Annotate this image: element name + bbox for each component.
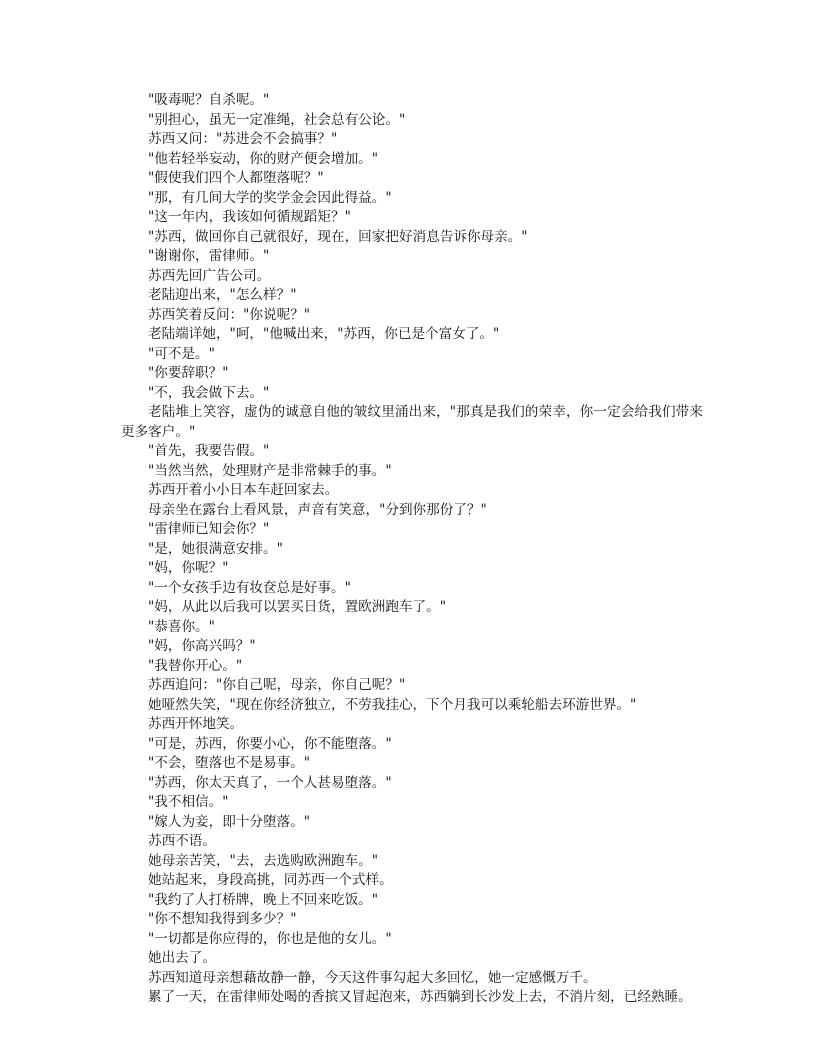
paragraph: 她哑然失笑，"现在你经济独立，不劳我挂心，下个月我可以乘轮船去环游世界。" [148, 696, 637, 713]
paragraph: 累了一天，在雷律师处喝的香摈又冒起泡来，苏西躺到长沙发上去，不消片刻，已经熟睡。 [148, 989, 692, 1005]
paragraph: "雷律师已知会你？" [148, 521, 270, 537]
paragraph: "一个女孩手边有妆奁总是好事。" [148, 579, 351, 596]
paragraph: "谢谢你，雷律师。" [148, 248, 270, 264]
paragraph: 她母亲苦笑，"去，去选购欧洲跑车。" [148, 852, 379, 869]
paragraph: "别担心，虽无一定准绳，社会总有公论。" [148, 111, 406, 128]
paragraph: 苏西开怀地笑。 [148, 716, 244, 732]
paragraph: 母亲坐在露台上看风景，声音有笑意，"分到你那份了？" [148, 501, 487, 518]
paragraph: "可是，苏西，你要小心，你不能堕落。" [148, 735, 392, 752]
paragraph: "嫁人为妾，即十分堕落。" [148, 813, 311, 830]
paragraph: "你不想知我得到多少？" [148, 911, 297, 927]
paragraph: "我替你开心。" [148, 657, 243, 674]
paragraph: "他若轻举妄动，你的财产便会增加。" [148, 150, 379, 167]
paragraph: "假使我们四个人都堕落呢？" [148, 170, 324, 186]
paragraph: "吸毒呢？自杀呢。" [148, 92, 270, 108]
paragraph: "我不相信。" [148, 794, 229, 810]
paragraph: 苏西追问："你自己呢，母亲，你自己呢？" [148, 677, 406, 693]
paragraph: "妈，你高兴吗？" [148, 638, 256, 654]
paragraph: 苏西先回广告公司。 [148, 267, 271, 284]
paragraph: 她出去了。 [148, 950, 216, 966]
paragraph: 老陆端详她，"呵，"他喊出来，"苏西，你已是个富女了。" [148, 326, 500, 342]
paragraph: 苏西知道母亲想藉故静一静，今天这件事勾起大多回忆，她一定感慨万千。 [148, 969, 597, 986]
body-text [121, 91, 703, 1008]
paragraph: 苏西又问："苏进会不会搞事？" [148, 131, 338, 147]
paragraph: "苏西，你太天真了，一个人甚易堕落。" [148, 774, 392, 791]
paragraph: 苏西笑着反问："你说呢？" [148, 306, 311, 323]
paragraph: "苏西，做回你自己就很好，现在，回家把好消息告诉你母亲。" [148, 228, 528, 245]
paragraph: "我约了人打桥牌，晚上不回来吃饭。" [148, 891, 379, 908]
paragraph: "你要辞职？" [148, 365, 229, 381]
paragraph: "当然当然，处理财产是非常棘手的事。" [148, 462, 392, 479]
paragraph: 苏西不语。 [148, 833, 216, 849]
paragraph: "妈，从此以后我可以罢买日货，置欧洲跑车了。" [148, 599, 446, 615]
paragraph: "一切都是你应得的，你也是他的女儿。" [148, 930, 392, 947]
paragraph: "恭喜你。" [148, 618, 215, 635]
paragraph: "可不是。" [148, 345, 215, 362]
paragraph: "妈，你呢？" [148, 560, 229, 576]
paragraph: 她站起来，身段高挑，同苏西一个式样。 [148, 872, 393, 888]
paragraph: "不会，堕落也不是易事。" [148, 755, 311, 771]
paragraph: 老陆迎出来，"怎么样？" [148, 287, 297, 303]
paragraph: "是，她很满意安排。" [148, 540, 283, 557]
paragraph: "这一年内，我该如何循规蹈矩？" [148, 209, 351, 225]
paragraph: "首先，我要告假。" [148, 443, 270, 459]
paragraph: "不，我会做下去。" [148, 384, 270, 401]
paragraph: 老陆堆上笑容，虚伪的诚意自他的皱纹里涌出来，"那真是我们的荣幸，你一定会给我们带来更多客户。" [121, 404, 703, 440]
paragraph: 苏西开着小小日本车赶回家去。 [148, 482, 339, 498]
paragraph: "那，有几间大学的奖学金会因此得益。" [148, 189, 392, 206]
